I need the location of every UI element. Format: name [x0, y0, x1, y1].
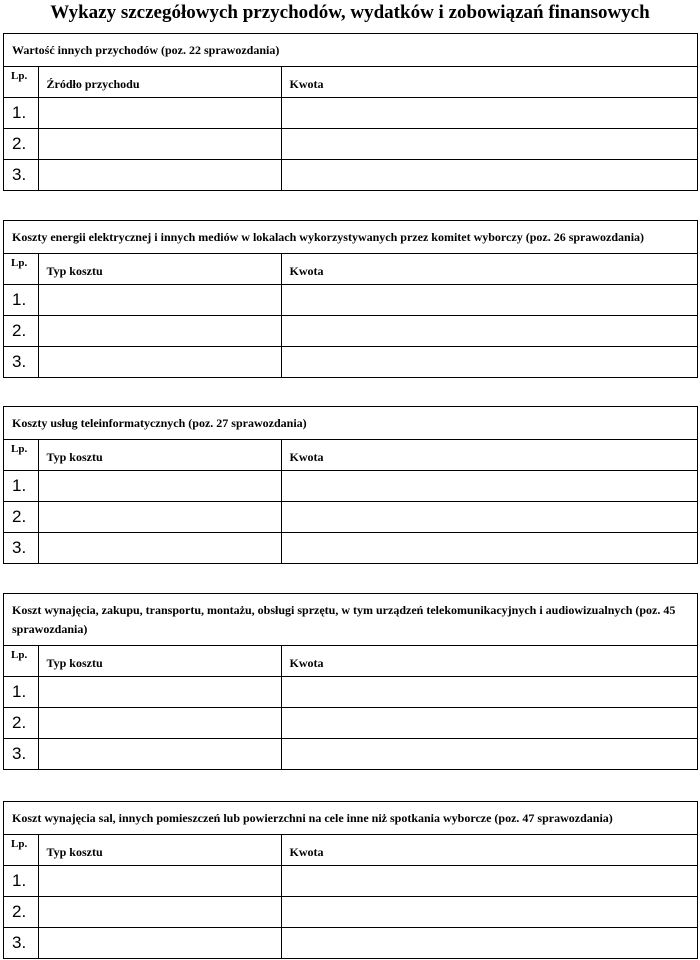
amount-header: Kwota	[281, 440, 697, 470]
section-room-rental	[3, 801, 698, 959]
table-header-row	[4, 440, 697, 470]
cost-type-cell[interactable]	[38, 346, 281, 377]
row-number: 1.	[4, 470, 38, 501]
table-row	[4, 927, 697, 958]
table-row	[4, 676, 697, 707]
amount-header: Kwota	[281, 646, 697, 676]
row-number: 3.	[4, 927, 38, 958]
table-row	[4, 97, 697, 128]
section-equipment-costs	[3, 593, 698, 770]
amount-cell[interactable]	[281, 707, 697, 738]
cost-type-header: Typ kosztu	[38, 440, 281, 470]
amount-cell[interactable]	[281, 346, 697, 377]
row-number: 3.	[4, 346, 38, 377]
amount-cell[interactable]	[281, 284, 697, 315]
amount-cell[interactable]	[281, 865, 697, 896]
lp-header: Lp.	[11, 443, 28, 455]
row-number: 2.	[4, 128, 38, 159]
table-row	[4, 532, 697, 563]
table-row	[4, 470, 697, 501]
table-row	[4, 896, 697, 927]
table-row	[4, 501, 697, 532]
row-number: 3.	[4, 532, 38, 563]
amount-cell[interactable]	[281, 927, 697, 958]
lp-header: Lp.	[11, 70, 28, 82]
table-header-row	[4, 646, 697, 676]
cost-type-cell[interactable]	[38, 315, 281, 346]
section-table	[4, 440, 697, 563]
amount-cell[interactable]	[281, 470, 697, 501]
section-title: Koszty usług teleinformatycznych (poz. 27 sprawozdania)	[4, 407, 697, 440]
section-energy-costs	[3, 220, 698, 378]
amount-cell[interactable]	[281, 159, 697, 190]
cost-type-cell[interactable]	[38, 896, 281, 927]
cost-type-cell[interactable]	[38, 738, 281, 769]
cost-type-cell[interactable]	[38, 865, 281, 896]
amount-cell[interactable]	[281, 97, 697, 128]
table-row	[4, 159, 697, 190]
row-number: 2.	[4, 501, 38, 532]
amount-cell[interactable]	[281, 315, 697, 346]
section-table	[4, 646, 697, 769]
lp-header: Lp.	[11, 649, 28, 661]
amount-header: Kwota	[281, 835, 697, 865]
section-title: Wartość innych przychodów (poz. 22 sprawozdania)	[4, 34, 697, 67]
table-header-row	[4, 835, 697, 865]
section-ict-services	[3, 406, 698, 564]
cost-type-cell[interactable]	[38, 470, 281, 501]
row-number: 1.	[4, 676, 38, 707]
section-other-income	[3, 33, 698, 191]
amount-header: Kwota	[281, 254, 697, 284]
cost-type-cell[interactable]	[38, 501, 281, 532]
row-number: 1.	[4, 97, 38, 128]
table-row	[4, 315, 697, 346]
lp-header: Lp.	[11, 838, 28, 850]
row-number: 3.	[4, 738, 38, 769]
source-cell[interactable]	[38, 97, 281, 128]
section-table	[4, 67, 697, 190]
cost-type-cell[interactable]	[38, 927, 281, 958]
page-title: Wykazy szczegółowych przychodów, wydatków i zobowiązań finansowych	[50, 2, 650, 23]
amount-header: Kwota	[281, 67, 697, 97]
cost-type-header: Typ kosztu	[38, 835, 281, 865]
cost-type-header: Typ kosztu	[38, 254, 281, 284]
amount-cell[interactable]	[281, 738, 697, 769]
source-cell[interactable]	[38, 159, 281, 190]
row-number: 1.	[4, 865, 38, 896]
table-row	[4, 738, 697, 769]
table-row	[4, 284, 697, 315]
row-number: 3.	[4, 159, 38, 190]
table-row	[4, 128, 697, 159]
row-number: 2.	[4, 896, 38, 927]
amount-cell[interactable]	[281, 676, 697, 707]
section-table	[4, 835, 697, 958]
lp-header: Lp.	[11, 257, 28, 269]
amount-cell[interactable]	[281, 532, 697, 563]
row-number: 2.	[4, 707, 38, 738]
source-cell[interactable]	[38, 128, 281, 159]
section-title: Koszt wynajęcia sal, innych pomieszczeń lub powierzchni na cele inne niż spotkania wyborcze (poz. 47 sprawozdania)	[4, 802, 697, 835]
cost-type-header: Typ kosztu	[38, 646, 281, 676]
table-header-row	[4, 67, 697, 97]
section-title: Koszty energii elektrycznej i innych mediów w lokalach wykorzystywanych przez komitet wyborczy (poz. 26 sprawozdania)	[4, 221, 697, 254]
cost-type-cell[interactable]	[38, 676, 281, 707]
row-number: 1.	[4, 284, 38, 315]
cost-type-cell[interactable]	[38, 532, 281, 563]
table-header-row	[4, 254, 697, 284]
table-row	[4, 865, 697, 896]
row-number: 2.	[4, 315, 38, 346]
source-header: Źródło przychodu	[38, 67, 281, 97]
amount-cell[interactable]	[281, 128, 697, 159]
section-title: Koszt wynajęcia, zakupu, transportu, montażu, obsługi sprzętu, w tym urządzeń telekomunikacyjnych i audiowizualnych (poz. 45 sprawozdania)	[4, 594, 697, 646]
cost-type-cell[interactable]	[38, 284, 281, 315]
section-table	[4, 254, 697, 377]
table-row	[4, 346, 697, 377]
amount-cell[interactable]	[281, 501, 697, 532]
cost-type-cell[interactable]	[38, 707, 281, 738]
table-row	[4, 707, 697, 738]
amount-cell[interactable]	[281, 896, 697, 927]
